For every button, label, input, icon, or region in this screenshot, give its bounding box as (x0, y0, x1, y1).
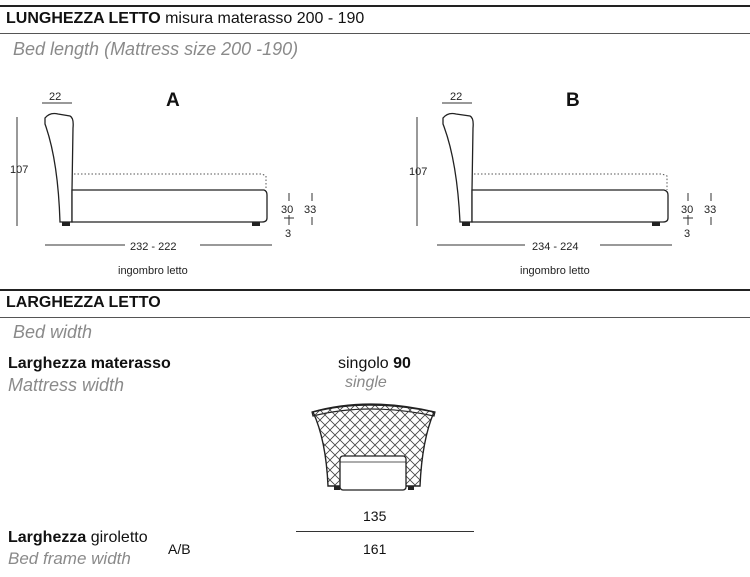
height-3-label-b: 3 (684, 228, 691, 240)
mattress-width-value: 135 (363, 508, 387, 524)
mattress-width-label-en: Mattress width (8, 375, 125, 395)
frame-ab-label: A/B (168, 541, 191, 557)
bed-front-view (300, 400, 450, 500)
height-3-label-a: 3 (285, 228, 292, 240)
height-33-label-b: 33 (704, 204, 717, 216)
headboard-depth-label-a: 22 (49, 91, 62, 103)
single-label-text: singolo (338, 355, 394, 372)
frame-label-bold: Larghezza (8, 529, 87, 546)
height-30-label-a: 30 (281, 204, 294, 216)
single-label-en: single (345, 374, 387, 391)
frame-width-label-en: Bed frame width (8, 549, 131, 568)
height-label-a: 107 (10, 164, 29, 176)
width-section-title: LARGHEZZA LETTO (6, 294, 161, 311)
footprint-caption-b: ingombro letto (520, 265, 590, 277)
height-label-b: 107 (409, 166, 428, 178)
headboard-depth-label-b: 22 (450, 91, 463, 103)
width-divider (296, 531, 474, 532)
footprint-caption-a: ingombro letto (118, 265, 188, 277)
length-title-rest: misura materasso 200 - 190 (160, 10, 365, 27)
length-subtitle-en: Bed length (Mattress size 200 -190) (13, 39, 299, 59)
mattress-width-label: Larghezza materasso (8, 355, 171, 372)
length-label-a: 232 - 222 (130, 241, 177, 253)
diagram-letter-b: B (566, 90, 580, 111)
single-value: 90 (393, 355, 411, 372)
diagram-letter-a: A (166, 90, 180, 111)
frame-label-rest: giroletto (86, 529, 148, 546)
width-subtitle-en: Bed width (13, 322, 93, 342)
height-33-label-a: 33 (304, 204, 317, 216)
frame-width-value: 161 (363, 541, 387, 557)
length-label-b: 234 - 224 (532, 241, 579, 253)
length-title-bold: LUNGHEZZA LETTO (6, 10, 161, 27)
width-title-rule (0, 317, 750, 318)
width-top-rule (0, 289, 750, 291)
frame-width-label (8, 529, 148, 547)
single-size-label (338, 355, 411, 373)
height-30-label-b: 30 (681, 204, 694, 216)
